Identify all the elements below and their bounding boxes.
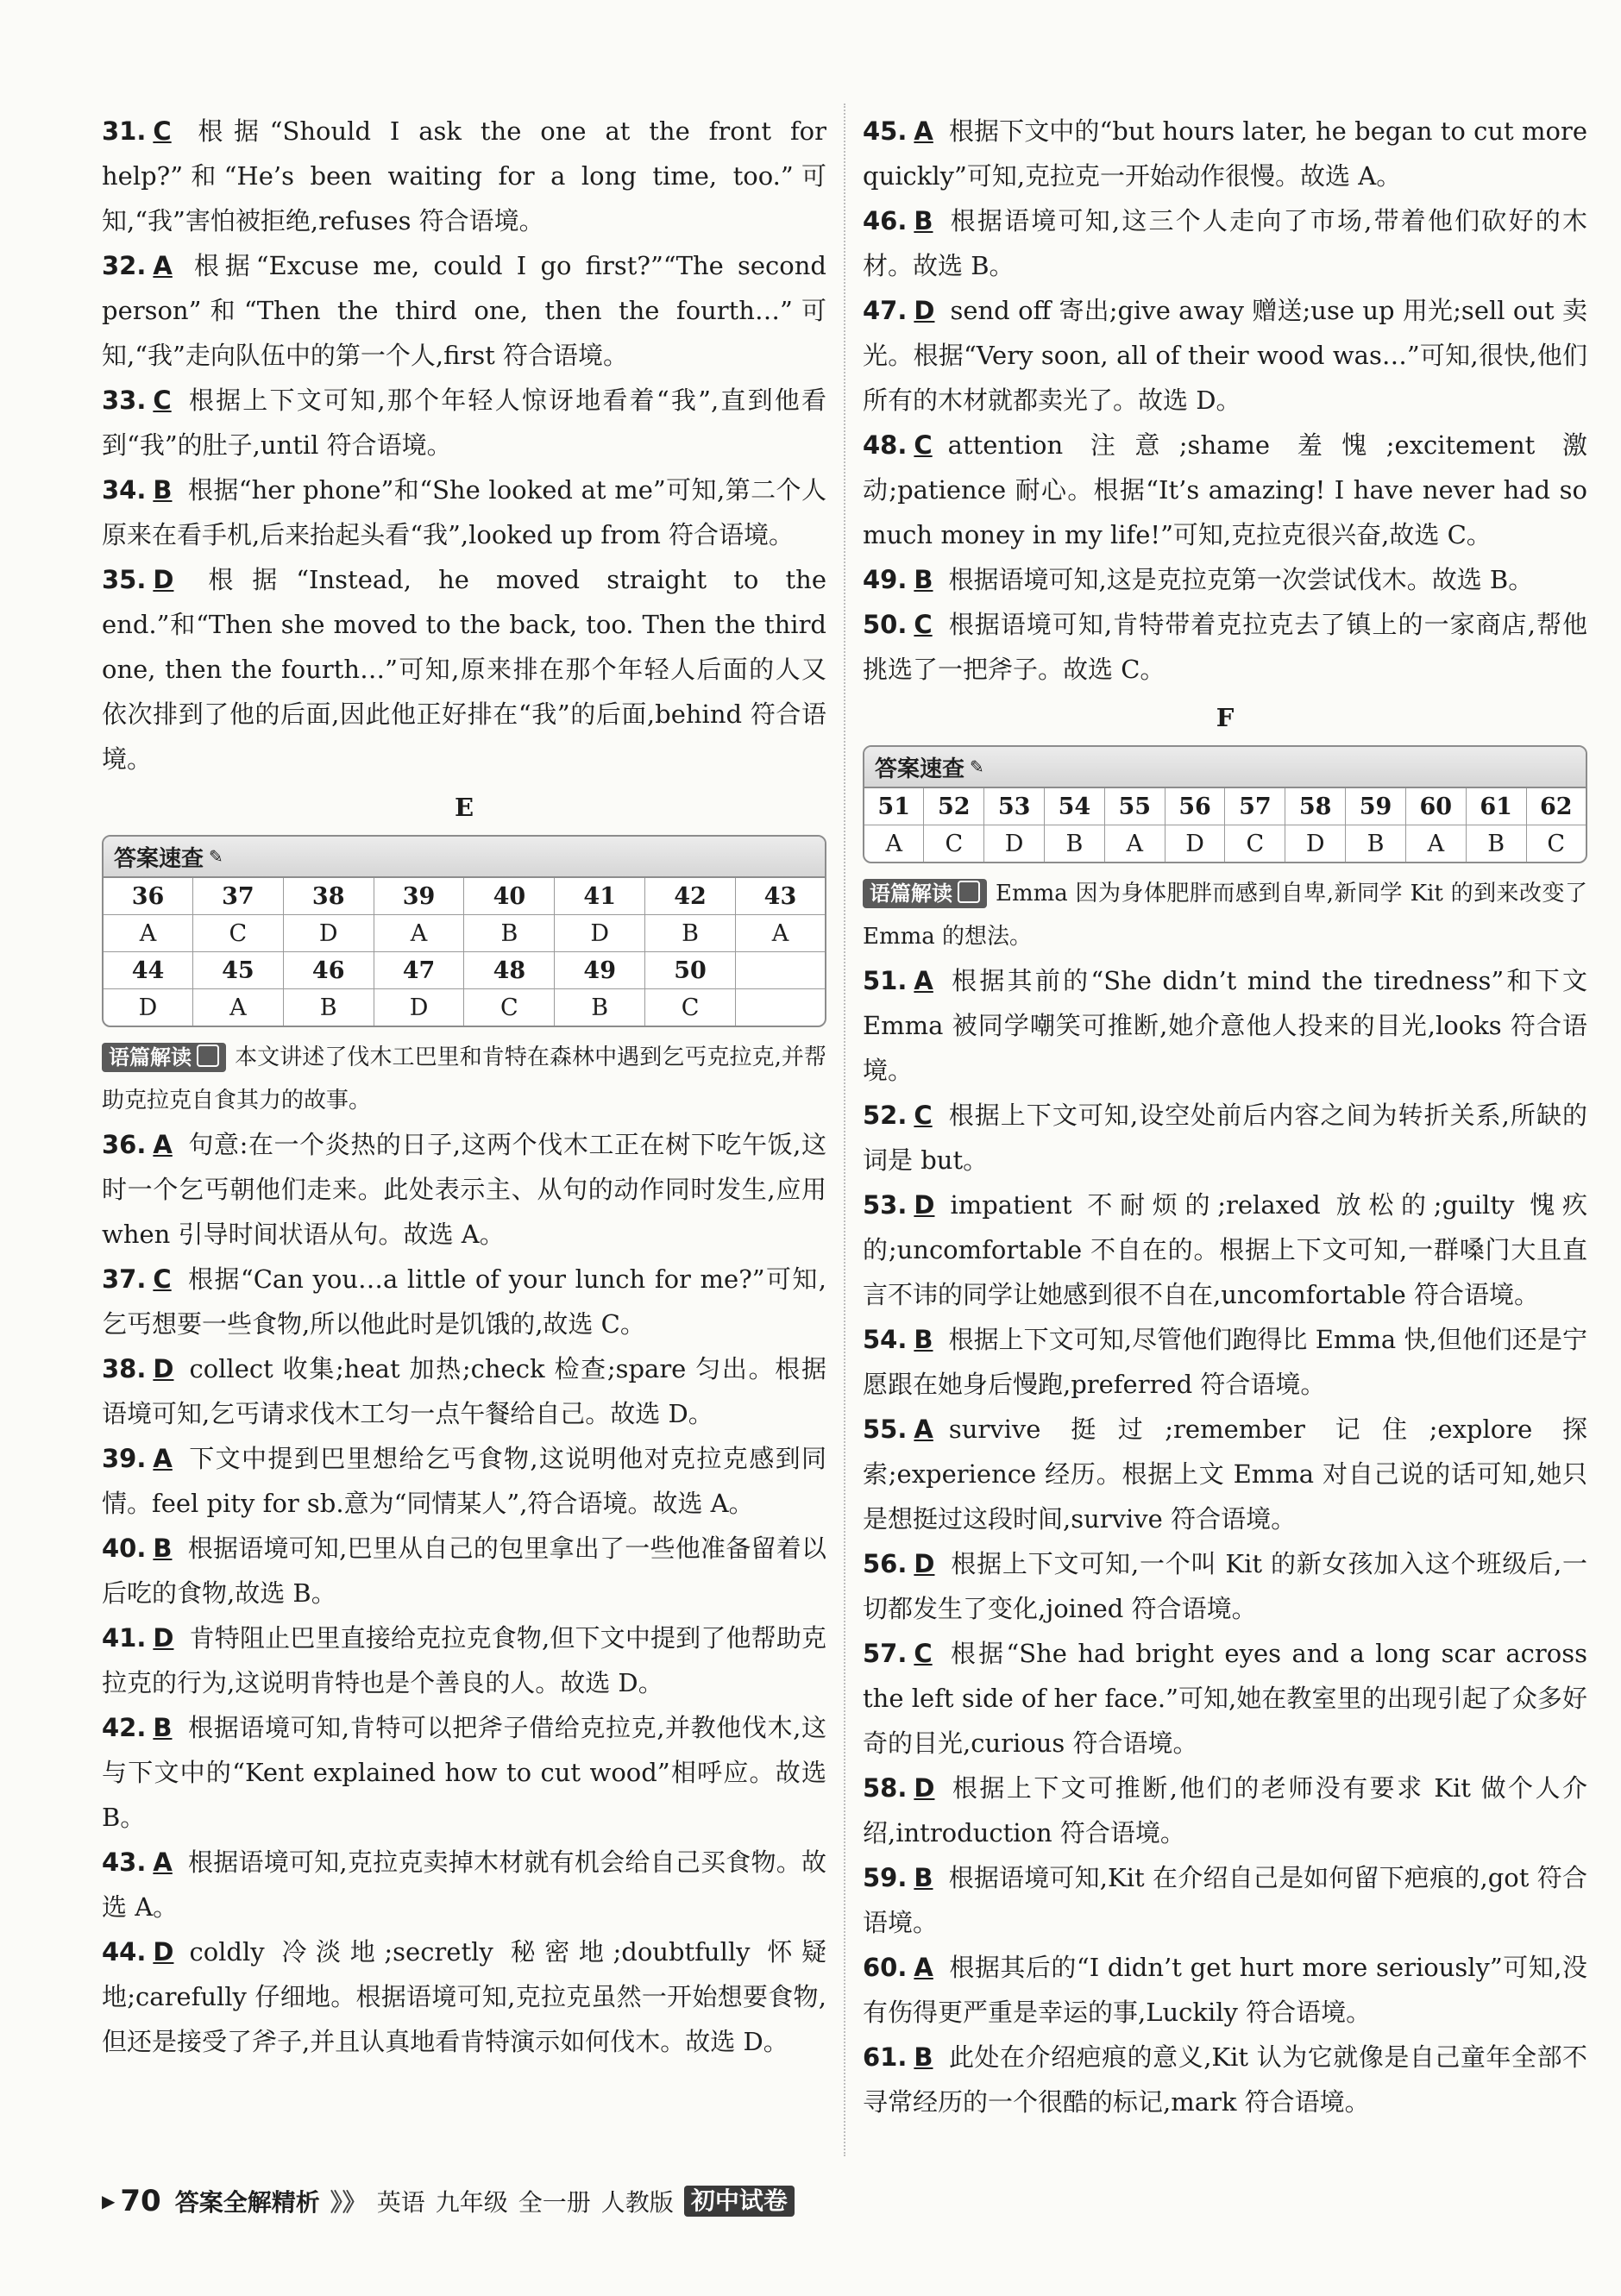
volume: 全一册 [518, 2188, 591, 2217]
answer-item [102, 1526, 826, 1615]
pen-icon: ✎ [970, 756, 984, 777]
answer-letter: C [914, 610, 933, 639]
question-number: 35. [102, 565, 147, 594]
book-title: 答案全解精析 [174, 2188, 320, 2217]
question-number: 39. [102, 1444, 147, 1473]
key-question-number: 49 [555, 952, 645, 989]
question-number: 60. [863, 1953, 908, 1982]
answer-letter: A [914, 966, 933, 995]
question-number: 43. [102, 1847, 147, 1877]
subject: 英语 [376, 2188, 425, 2217]
answer-list-45-50 [863, 109, 1587, 692]
question-number: 42. [102, 1713, 147, 1742]
answer-list-36-44 [102, 1122, 826, 2064]
passage-analysis-f [863, 872, 1587, 958]
question-number: 38. [102, 1354, 147, 1383]
key-question-number: 46 [283, 952, 374, 989]
answer-item [102, 378, 826, 467]
key-question-number: 54 [1045, 788, 1105, 825]
left-column [102, 109, 826, 2064]
answer-letter: A [153, 1130, 173, 1159]
question-number: 47. [863, 296, 908, 325]
explanation-text: 根据语境可知,肯特可以把斧子借给克拉克,并教他伐木,这与下文中的“Kent explained how to cut wood”相呼应。故选 B。 [102, 1713, 826, 1832]
explanation-text: send off 寄出;give away 赠送;use up 用光;sell out 卖光。根据“Very soon, all of their wood was…”可知,很快,他们所有的木材就都卖光了。故选 D。 [863, 296, 1587, 415]
answer-letter: B [914, 2042, 933, 2072]
column-divider [844, 104, 845, 2156]
answer-letter: B [914, 1863, 933, 1892]
key-question-number: 41 [555, 878, 645, 915]
explanation-text: 根据“Instead, he moved straight to the end.”和“Then she moved to the back, too. Then the third one, then the fourth…”可知,原来排在那个年轻人后面的人又依次排到了他的后面,因此他正好排在“我”的后面,behind 符合语境。 [102, 565, 826, 774]
explanation-text: 根据其前的“She didn’t mind the tiredness”和下文 Emma 被同学嘲笑可推断,她介意他人投来的目光,looks 符合语境。 [863, 966, 1587, 1085]
answer-letter: D [914, 1549, 935, 1578]
key-question-number: 56 [1165, 788, 1225, 825]
answer-item [102, 467, 826, 557]
explanation-text: 根据语境可知,肯特带着克拉克去了镇上的一家商店,帮他挑选了一把斧子。故选 C。 [863, 610, 1587, 684]
explanation-text: 下文中提到巴里想给乞丐食物,这说明他对克拉克感到同情。feel pity for sb.意为“同情某人”,符合语境。故选 A。 [102, 1444, 826, 1518]
answer-key-header [104, 837, 825, 878]
answer-item [863, 1183, 1587, 1317]
answer-letter: D [153, 1937, 174, 1967]
section-e-heading: E [454, 793, 474, 822]
key-answer: B [1045, 825, 1105, 863]
key-question-number: 44 [104, 952, 192, 989]
explanation-text: 根据其后的“I didn’t get hurt more seriously”可知,没有伤得更严重是幸运的事,Luckily 符合语境。 [863, 1953, 1587, 2027]
answer-letter: C [153, 386, 172, 415]
question-number: 46. [863, 206, 908, 235]
key-question-number: 53 [984, 788, 1045, 825]
answer-item [863, 557, 1587, 602]
book-icon [958, 881, 980, 903]
key-answer: A [735, 915, 825, 952]
answer-key-f [863, 745, 1587, 863]
answer-letter: D [914, 1773, 935, 1803]
question-number: 56. [863, 1549, 908, 1578]
question-number: 53. [863, 1190, 908, 1220]
answer-item [863, 1766, 1587, 1855]
key-question-number: 55 [1104, 788, 1165, 825]
chevrons: 》》 [330, 2188, 367, 2217]
explanation-text: 根据上下文可知,尽管他们跑得比 Emma 快,但他们还是宁愿跟在她身后慢跑,preferred 符合语境。 [863, 1325, 1587, 1399]
question-number: 40. [102, 1534, 147, 1563]
key-question-number: 60 [1405, 788, 1466, 825]
book-icon [197, 1044, 219, 1067]
explanation-text: collect 收集;heat 加热;check 检查;spare 匀出。根据语境可知,乞丐请求伐木工匀一点午餐给自己。故选 D。 [102, 1354, 826, 1428]
key-question-number: 37 [192, 878, 283, 915]
answer-letter: C [153, 116, 172, 146]
answer-item [863, 1945, 1587, 2035]
answer-item [102, 557, 826, 781]
explanation-text: 根据上下文可知,设空处前后内容之间为转折关系,所缺的词是 but。 [863, 1101, 1587, 1175]
explanation-text: coldly 冷淡地;secretly 秘密地;doubtfully 怀疑地;carefully 仔细地。根据语境可知,克拉克虽然一开始想要食物,但还是接受了斧子,并且认真地看肯特演示如何伐木。故选 D。 [102, 1937, 826, 2056]
question-number: 44. [102, 1937, 147, 1967]
key-answer: A [374, 915, 464, 952]
key-question-number: 58 [1285, 788, 1346, 825]
explanation-text: survive 挺过;remember 记住;explore 探索;experience 经历。根据上文 Emma 对自己说的话可知,她只是想挺过这段时间,survive 符合语境。 [863, 1415, 1587, 1534]
answer-item [102, 109, 826, 243]
series-badge: 初中试卷 [684, 2186, 795, 2217]
question-number: 49. [863, 565, 908, 594]
question-number: 37. [102, 1264, 147, 1294]
question-number: 41. [102, 1623, 147, 1653]
answer-item [863, 602, 1587, 692]
question-number: 36. [102, 1130, 147, 1159]
key-answer: B [464, 915, 555, 952]
pen-icon: ✎ [209, 846, 223, 867]
key-question-number: 43 [735, 878, 825, 915]
answer-letter: B [914, 1325, 933, 1354]
answer-letter: D [153, 1354, 174, 1383]
explanation-text: 根据上下文可知,那个年轻人惊讶地看着“我”,直到他看到“我”的肚子,until 符合语境。 [102, 386, 826, 460]
answer-key-grid [864, 788, 1586, 862]
key-answer: A [1405, 825, 1466, 863]
key-answer: D [984, 825, 1045, 863]
passage-analysis-e [102, 1036, 826, 1122]
explanation-text: 根据语境可知,这三个人走向了市场,带着他们砍好的木材。故选 B。 [863, 206, 1587, 280]
key-answer: A [104, 915, 192, 952]
key-answer [735, 989, 825, 1026]
answer-item [863, 1631, 1587, 1766]
answer-item [102, 1705, 826, 1840]
answer-item [863, 109, 1587, 198]
answer-letter: D [914, 296, 935, 325]
explanation-text: 根据“She had bright eyes and a long scar across the left side of her face.”可知,她在教室里的出现引起了众多好奇的目光,curious 符合语境。 [863, 1639, 1587, 1758]
answer-item [863, 2035, 1587, 2124]
key-answer: C [464, 989, 555, 1026]
answer-letter: B [153, 1713, 173, 1742]
answer-letter: A [153, 251, 173, 280]
question-number: 57. [863, 1639, 908, 1668]
question-number: 31. [102, 116, 147, 146]
explanation-text: 根据“her phone”和“She looked at me”可知,第二个人原来在看手机,后来抬起头看“我”,looked up from 符合语境。 [102, 475, 826, 549]
answer-letter: B [153, 475, 173, 505]
key-answer: B [645, 915, 736, 952]
arrow-icon: ▶ [102, 2191, 116, 2211]
key-question-number: 62 [1526, 788, 1586, 825]
answer-item [863, 198, 1587, 288]
key-answer: A [192, 989, 283, 1026]
explanation-text: 句意:在一个炎热的日子,这两个伐木工正在树下吃午饭,这时一个乞丐朝他们走来。此处表示主、从句的动作同时发生,应用 when 引导时间状语从句。故选 A。 [102, 1130, 826, 1249]
page-number: 70 [120, 2184, 161, 2218]
analysis-text: 本文讲述了伐木工巴里和肯特在森林中遇到乞丐克拉克,并帮助克拉克自食其力的故事。 [102, 1044, 826, 1113]
key-answer: D [104, 989, 192, 1026]
answer-letter: D [153, 1623, 174, 1653]
question-number: 32. [102, 251, 147, 280]
answer-item [863, 423, 1587, 557]
key-answer: C [924, 825, 984, 863]
answer-item [102, 1257, 826, 1346]
answer-item [863, 288, 1587, 423]
answer-letter: D [914, 1190, 935, 1220]
answer-letter: A [914, 1953, 933, 1982]
answer-item [863, 1317, 1587, 1407]
answer-key-title: 答案速查 [875, 756, 965, 782]
key-question-number: 40 [464, 878, 555, 915]
explanation-text: 根据“Should I ask the one at the front for help?”和“He’s been waiting for a long time, too.”可知,“我”害怕被拒绝,refuses 符合语境。 [102, 116, 826, 235]
question-number: 61. [863, 2042, 908, 2072]
section-f-heading: F [1216, 703, 1235, 732]
question-number: 59. [863, 1863, 908, 1892]
question-number: 54. [863, 1325, 908, 1354]
answer-letter: A [153, 1847, 173, 1877]
key-answer: C [1526, 825, 1586, 863]
key-answer: B [283, 989, 374, 1026]
key-question-number: 38 [283, 878, 374, 915]
answer-key-grid [104, 878, 825, 1026]
key-question-number: 59 [1346, 788, 1406, 825]
key-question-number: 39 [374, 878, 464, 915]
key-answer: A [864, 825, 924, 863]
answer-item [102, 1346, 826, 1436]
key-answer: C [1225, 825, 1285, 863]
answer-item [863, 1855, 1587, 1945]
answer-letter: B [914, 565, 933, 594]
answer-letter: B [914, 206, 933, 235]
explanation-text: attention 注意;shame 羞愧;excitement 激动;patience 耐心。根据“It’s amazing! I have never had so much money in my life!”可知,克拉克很兴奋,故选 C。 [863, 430, 1587, 549]
question-number: 34. [102, 475, 147, 505]
answer-item [863, 1541, 1587, 1631]
answer-key-e [102, 835, 826, 1027]
key-question-number: 57 [1225, 788, 1285, 825]
answer-letter: A [914, 116, 933, 146]
answer-letter: C [914, 430, 933, 460]
question-number: 45. [863, 116, 908, 146]
key-question-number: 36 [104, 878, 192, 915]
answer-list-51-61 [863, 958, 1587, 2124]
answer-item [863, 958, 1587, 1093]
grade: 九年级 [435, 2188, 508, 2217]
answer-item [102, 1929, 826, 2064]
edition: 人教版 [600, 2188, 674, 2217]
explanation-text: 肯特阻止巴里直接给克拉克食物,但下文中提到了他帮助克拉克的行为,这说明肯特也是个善良的人。故选 D。 [102, 1623, 826, 1697]
key-answer: C [192, 915, 283, 952]
explanation-text: 根据上下文可推断,他们的老师没有要求 Kit 做个人介绍,introduction 符合语境。 [863, 1773, 1587, 1847]
answer-item [863, 1093, 1587, 1183]
question-number: 33. [102, 386, 147, 415]
right-column [863, 109, 1587, 2124]
key-answer: B [555, 989, 645, 1026]
explanation-text: 根据语境可知,克拉克卖掉木材就有机会给自己买食物。故选 A。 [102, 1847, 826, 1922]
answer-key-title: 答案速查 [114, 845, 204, 872]
key-question-number: 52 [924, 788, 984, 825]
key-answer: D [374, 989, 464, 1026]
answer-list-31-35 [102, 109, 826, 781]
key-answer: D [1165, 825, 1225, 863]
question-number: 51. [863, 966, 908, 995]
explanation-text: 根据下文中的“but hours later, he began to cut more quickly”可知,克拉克一开始动作很慢。故选 A。 [863, 116, 1587, 191]
question-number: 52. [863, 1101, 908, 1130]
answer-item [863, 1407, 1587, 1541]
key-question-number: 42 [645, 878, 736, 915]
key-question-number: 45 [192, 952, 283, 989]
question-number: 55. [863, 1415, 908, 1444]
explanation-text: 根据语境可知,巴里从自己的包里拿出了一些他准备留着以后吃的食物,故选 B。 [102, 1534, 826, 1608]
answer-letter: C [153, 1264, 172, 1294]
key-answer: D [283, 915, 374, 952]
key-answer: B [1466, 825, 1526, 863]
answer-item [102, 1615, 826, 1705]
explanation-text: 根据语境可知,Kit 在介绍自己是如何留下疤痕的,got 符合语境。 [863, 1863, 1587, 1937]
answer-item [102, 1436, 826, 1526]
answer-item [102, 1840, 826, 1929]
question-number: 50. [863, 610, 908, 639]
answer-letter: B [153, 1534, 173, 1563]
answer-letter: A [153, 1444, 173, 1473]
explanation-text: 根据“Excuse me, could I go first?”“The second person”和“Then the third one, then the fourth…”可知,“我”走向队伍中的第一个人,first 符合语境。 [102, 251, 826, 370]
key-question-number: 61 [1466, 788, 1526, 825]
question-number: 48. [863, 430, 908, 460]
key-answer: A [1104, 825, 1165, 863]
explanation-text: 根据“Can you…a little of your lunch for me?”可知,乞丐想要一些食物,所以他此时是饥饿的,故选 C。 [102, 1264, 826, 1339]
answer-key-header [864, 747, 1586, 788]
key-answer: C [645, 989, 736, 1026]
answer-letter: A [914, 1415, 933, 1444]
explanation-text: 根据语境可知,这是克拉克第一次尝试伐木。故选 B。 [948, 565, 1534, 594]
page-footer [102, 2184, 795, 2218]
key-question-number: 51 [864, 788, 924, 825]
answer-item [102, 243, 826, 378]
key-question-number [735, 952, 825, 989]
key-question-number: 50 [645, 952, 736, 989]
key-answer: D [1285, 825, 1346, 863]
key-answer: D [555, 915, 645, 952]
answer-item [102, 1122, 826, 1257]
answer-letter: D [153, 565, 174, 594]
explanation-text: 根据上下文可知,一个叫 Kit 的新女孩加入这个班级后,一切都发生了变化,joined 符合语境。 [863, 1549, 1587, 1623]
question-number: 58. [863, 1773, 908, 1803]
analysis-tag: 语篇解读 [102, 1043, 226, 1072]
key-question-number: 48 [464, 952, 555, 989]
analysis-text: Emma 因为身体肥胖而感到自卑,新同学 Kit 的到来改变了 Emma 的想法。 [863, 881, 1587, 950]
key-answer: B [1346, 825, 1406, 863]
analysis-tag: 语篇解读 [863, 879, 987, 908]
answer-letter: C [914, 1639, 933, 1668]
key-question-number: 47 [374, 952, 464, 989]
explanation-text: impatient 不耐烦的;relaxed 放松的;guilty 愧疚的;uncomfortable 不自在的。根据上下文可知,一群嗓门大且直言不讳的同学让她感到很不自在,uncomfortable 符合语境。 [863, 1190, 1587, 1309]
explanation-text: 此处在介绍疤痕的意义,Kit 认为它就像是自己童年全部不寻常经历的一个很酷的标记,mark 符合语境。 [863, 2042, 1587, 2117]
answer-letter: C [914, 1101, 933, 1130]
